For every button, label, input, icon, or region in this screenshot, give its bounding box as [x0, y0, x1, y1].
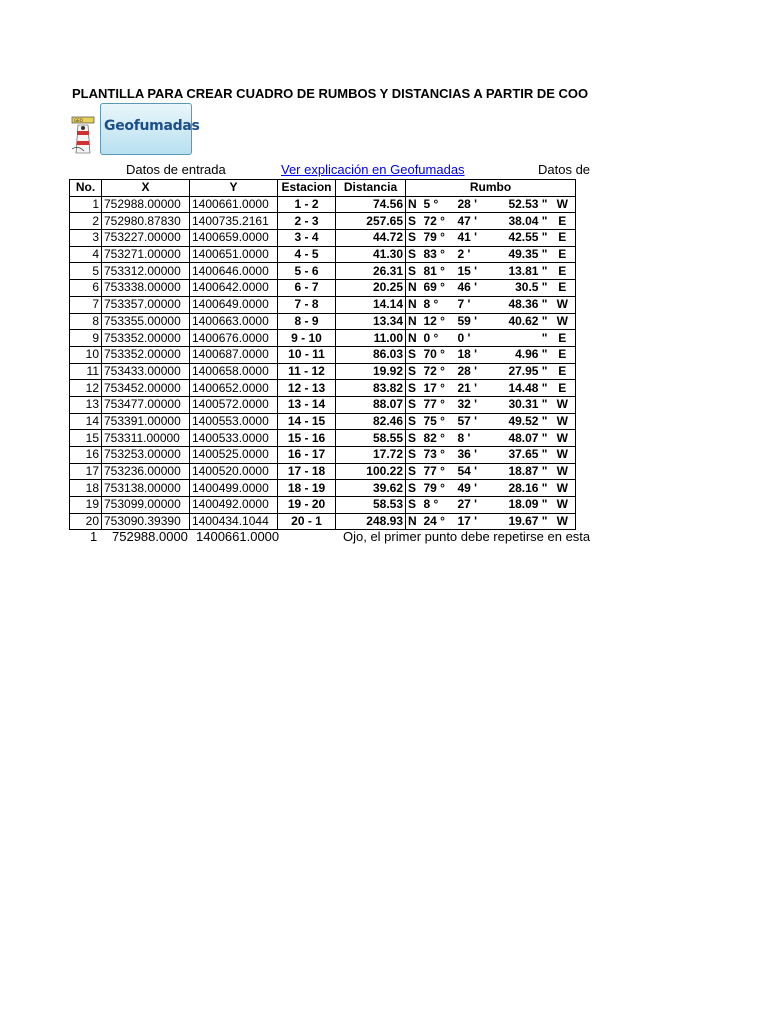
station-cell[interactable]: 19 - 20 — [278, 497, 336, 514]
table-row — [70, 413, 576, 430]
bearing-degrees-cell[interactable]: 8 ° — [422, 296, 456, 313]
bearing-degrees-cell[interactable]: 17 ° — [422, 380, 456, 397]
col-y: Y — [190, 180, 278, 197]
bearing-ew-cell[interactable]: E — [550, 263, 576, 280]
table-header-row — [70, 180, 576, 197]
table-row — [70, 430, 576, 447]
station-cell[interactable]: 8 - 9 — [278, 313, 336, 330]
bearing-ew-cell[interactable]: W — [550, 313, 576, 330]
bearing-ew-cell[interactable]: E — [550, 346, 576, 363]
x-coordinate-cell[interactable]: 753355.00000 — [102, 313, 190, 330]
bearing-ew-cell[interactable]: W — [550, 296, 576, 313]
bearing-degrees-cell[interactable]: 8 ° — [422, 497, 456, 514]
col-rumbo: Rumbo — [406, 180, 576, 197]
distance-cell[interactable]: 17.72 — [336, 447, 406, 464]
svg-text:GEO: GEO — [74, 118, 83, 123]
bearing-degrees-cell[interactable]: 12 ° — [422, 313, 456, 330]
bearing-degrees-cell[interactable]: 0 ° — [422, 330, 456, 347]
y-coordinate-cell[interactable]: 1400661.0000 — [190, 196, 278, 213]
table-row — [70, 263, 576, 280]
table-row — [70, 213, 576, 230]
bearing-ew-cell[interactable]: W — [550, 447, 576, 464]
bearing-minutes-cell[interactable]: 0 ' — [456, 330, 490, 347]
distance-cell[interactable]: 26.31 — [336, 263, 406, 280]
footer-note: Ojo, el primer punto debe repetirse en esta — [343, 529, 591, 544]
bearing-degrees-cell[interactable]: 24 ° — [422, 513, 456, 530]
bearing-ew-cell[interactable]: E — [550, 213, 576, 230]
distance-cell[interactable]: 19.92 — [336, 363, 406, 380]
station-cell[interactable]: 3 - 4 — [278, 230, 336, 247]
station-cell[interactable]: 17 - 18 — [278, 463, 336, 480]
lighthouse-icon — [70, 113, 100, 157]
table-row — [70, 280, 576, 297]
col-distancia: Distancia — [336, 180, 406, 197]
bearing-minutes-cell[interactable]: 36 ' — [456, 447, 490, 464]
bearing-ns-cell[interactable]: S — [406, 480, 422, 497]
distance-cell[interactable]: 41.30 — [336, 246, 406, 263]
station-cell[interactable]: 2 - 3 — [278, 213, 336, 230]
bearing-minutes-cell[interactable]: 46 ' — [456, 280, 490, 297]
bearing-minutes-cell[interactable]: 54 ' — [456, 463, 490, 480]
row-number-cell[interactable]: 18 — [70, 480, 102, 497]
y-coordinate-cell[interactable]: 1400525.0000 — [190, 447, 278, 464]
y-coordinate-cell[interactable]: 1400676.0000 — [190, 330, 278, 347]
bearing-ns-cell[interactable]: N — [406, 196, 422, 213]
station-cell[interactable]: 18 - 19 — [278, 480, 336, 497]
x-coordinate-cell[interactable]: 752980.87830 — [102, 213, 190, 230]
x-coordinate-cell[interactable]: 753253.00000 — [102, 447, 190, 464]
bearing-ew-cell[interactable]: W — [550, 413, 576, 430]
x-coordinate-cell[interactable]: 753311.00000 — [102, 430, 190, 447]
row-number-cell[interactable]: 16 — [70, 447, 102, 464]
bearing-ns-cell[interactable]: N — [406, 296, 422, 313]
distance-cell[interactable]: 257.65 — [336, 213, 406, 230]
footer-repeat-x: 752988.0000 — [112, 529, 188, 544]
bearing-ns-cell[interactable]: N — [406, 313, 422, 330]
table-row — [70, 513, 576, 530]
bearing-seconds-cell[interactable]: 48.36 " — [490, 296, 550, 313]
x-coordinate-cell[interactable]: 753352.00000 — [102, 346, 190, 363]
col-no: No. — [70, 180, 102, 197]
bearing-seconds-cell[interactable]: 48.07 " — [490, 430, 550, 447]
row-number-cell[interactable]: 12 — [70, 380, 102, 397]
station-cell[interactable]: 11 - 12 — [278, 363, 336, 380]
row-number-cell[interactable]: 5 — [70, 263, 102, 280]
station-cell[interactable]: 16 - 17 — [278, 447, 336, 464]
row-number-cell[interactable]: 11 — [70, 363, 102, 380]
footer-repeat-no: 1 — [90, 529, 98, 544]
bearing-seconds-cell[interactable]: 30.5 " — [490, 280, 550, 297]
distance-cell[interactable]: 83.82 — [336, 380, 406, 397]
table-row — [70, 480, 576, 497]
bearing-ns-cell[interactable]: S — [406, 447, 422, 464]
bearing-seconds-cell[interactable]: 40.62 " — [490, 313, 550, 330]
bearing-ew-cell[interactable]: W — [550, 396, 576, 413]
x-coordinate-cell[interactable]: 753138.00000 — [102, 480, 190, 497]
bearing-seconds-cell[interactable]: 49.52 " — [490, 413, 550, 430]
distance-cell[interactable]: 58.53 — [336, 497, 406, 514]
x-coordinate-cell[interactable]: 753271.00000 — [102, 246, 190, 263]
bearing-ew-cell[interactable]: E — [550, 330, 576, 347]
row-number-cell[interactable]: 20 — [70, 513, 102, 530]
distance-cell[interactable]: 11.00 — [336, 330, 406, 347]
page-title: PLANTILLA PARA CREAR CUADRO DE RUMBOS Y DISTANCIAS A PARTIR DE COO — [72, 86, 589, 101]
bearing-seconds-cell[interactable]: " — [490, 330, 550, 347]
bearing-minutes-cell[interactable]: 15 ' — [456, 263, 490, 280]
y-coordinate-cell[interactable]: 1400572.0000 — [190, 396, 278, 413]
station-cell[interactable]: 6 - 7 — [278, 280, 336, 297]
bearings-distances-table — [69, 179, 576, 530]
table-row — [70, 497, 576, 514]
col-x: X — [102, 180, 190, 197]
bearing-ew-cell[interactable]: W — [550, 480, 576, 497]
distance-cell[interactable]: 58.55 — [336, 430, 406, 447]
station-cell[interactable]: 5 - 6 — [278, 263, 336, 280]
bearing-degrees-cell[interactable]: 83 ° — [422, 246, 456, 263]
y-coordinate-cell[interactable]: 1400687.0000 — [190, 346, 278, 363]
bearing-degrees-cell[interactable]: 72 ° — [422, 213, 456, 230]
bearing-ew-cell[interactable]: W — [550, 497, 576, 514]
y-coordinate-cell[interactable]: 1400492.0000 — [190, 497, 278, 514]
distance-cell[interactable]: 100.22 — [336, 463, 406, 480]
row-number-cell[interactable]: 14 — [70, 413, 102, 430]
y-coordinate-cell[interactable]: 1400649.0000 — [190, 296, 278, 313]
table-row — [70, 396, 576, 413]
x-coordinate-cell[interactable]: 753338.00000 — [102, 280, 190, 297]
distance-cell[interactable]: 86.03 — [336, 346, 406, 363]
bearing-degrees-cell[interactable]: 72 ° — [422, 363, 456, 380]
bearing-ns-cell[interactable]: N — [406, 330, 422, 347]
station-cell[interactable]: 9 - 10 — [278, 330, 336, 347]
row-number-cell[interactable]: 17 — [70, 463, 102, 480]
bearing-ns-cell[interactable]: S — [406, 430, 422, 447]
bearing-ew-cell[interactable]: W — [550, 463, 576, 480]
bearing-minutes-cell[interactable]: 17 ' — [456, 513, 490, 530]
bearing-seconds-cell[interactable]: 14.48 " — [490, 380, 550, 397]
row-number-cell[interactable]: 6 — [70, 280, 102, 297]
x-coordinate-cell[interactable]: 753090.39390 — [102, 513, 190, 530]
bearing-seconds-cell[interactable]: 18.87 " — [490, 463, 550, 480]
station-cell[interactable]: 4 - 5 — [278, 246, 336, 263]
station-cell[interactable]: 13 - 14 — [278, 396, 336, 413]
bearing-minutes-cell[interactable]: 49 ' — [456, 480, 490, 497]
row-number-cell[interactable]: 13 — [70, 396, 102, 413]
distance-cell[interactable]: 44.72 — [336, 230, 406, 247]
y-coordinate-cell[interactable]: 1400735.2161 — [190, 213, 278, 230]
explanation-link[interactable]: Ver explicación en Geofumadas — [281, 162, 465, 177]
bearing-seconds-cell[interactable]: 38.04 " — [490, 213, 550, 230]
bearing-ew-cell[interactable]: E — [550, 380, 576, 397]
row-number-cell[interactable]: 4 — [70, 246, 102, 263]
y-coordinate-cell[interactable]: 1400642.0000 — [190, 280, 278, 297]
row-number-cell[interactable]: 7 — [70, 296, 102, 313]
y-coordinate-cell[interactable]: 1400651.0000 — [190, 246, 278, 263]
bearing-ns-cell[interactable]: S — [406, 263, 422, 280]
bearing-minutes-cell[interactable]: 28 ' — [456, 196, 490, 213]
bearing-minutes-cell[interactable]: 8 ' — [456, 430, 490, 447]
row-number-cell[interactable]: 9 — [70, 330, 102, 347]
y-coordinate-cell[interactable]: 1400646.0000 — [190, 263, 278, 280]
y-coordinate-cell[interactable]: 1400533.0000 — [190, 430, 278, 447]
x-coordinate-cell[interactable]: 753236.00000 — [102, 463, 190, 480]
table-row — [70, 330, 576, 347]
x-coordinate-cell[interactable]: 752988.00000 — [102, 196, 190, 213]
bearing-minutes-cell[interactable]: 59 ' — [456, 313, 490, 330]
bearing-minutes-cell[interactable]: 32 ' — [456, 396, 490, 413]
row-number-cell[interactable]: 10 — [70, 346, 102, 363]
distance-cell[interactable]: 20.25 — [336, 280, 406, 297]
bearing-ns-cell[interactable]: S — [406, 346, 422, 363]
bearing-seconds-cell[interactable]: 18.09 " — [490, 497, 550, 514]
bearing-ns-cell[interactable]: S — [406, 380, 422, 397]
bearing-ns-cell[interactable]: S — [406, 230, 422, 247]
x-coordinate-cell[interactable]: 753312.00000 — [102, 263, 190, 280]
distance-cell[interactable]: 74.56 — [336, 196, 406, 213]
bearing-ns-cell[interactable]: S — [406, 213, 422, 230]
row-number-cell[interactable]: 8 — [70, 313, 102, 330]
table-row — [70, 230, 576, 247]
bearing-minutes-cell[interactable]: 21 ' — [456, 380, 490, 397]
logo-text: Geofumadas — [104, 118, 200, 134]
bearing-seconds-cell[interactable]: 52.53 " — [490, 196, 550, 213]
bearing-minutes-cell[interactable]: 18 ' — [456, 346, 490, 363]
x-coordinate-cell[interactable]: 753391.00000 — [102, 413, 190, 430]
station-cell[interactable]: 20 - 1 — [278, 513, 336, 530]
table-row — [70, 380, 576, 397]
bearing-minutes-cell[interactable]: 28 ' — [456, 363, 490, 380]
distance-cell[interactable]: 82.46 — [336, 413, 406, 430]
row-number-cell[interactable]: 15 — [70, 430, 102, 447]
y-coordinate-cell[interactable]: 1400652.0000 — [190, 380, 278, 397]
table-row — [70, 463, 576, 480]
row-number-cell[interactable]: 19 — [70, 497, 102, 514]
bearing-degrees-cell[interactable]: 77 ° — [422, 396, 456, 413]
bearing-minutes-cell[interactable]: 7 ' — [456, 296, 490, 313]
bearing-seconds-cell[interactable]: 30.31 " — [490, 396, 550, 413]
bearing-degrees-cell[interactable]: 69 ° — [422, 280, 456, 297]
y-coordinate-cell[interactable]: 1400499.0000 — [190, 480, 278, 497]
bearing-minutes-cell[interactable]: 27 ' — [456, 497, 490, 514]
y-coordinate-cell[interactable]: 1400658.0000 — [190, 363, 278, 380]
bearing-ew-cell[interactable]: W — [550, 196, 576, 213]
bearing-degrees-cell[interactable]: 82 ° — [422, 430, 456, 447]
table-row — [70, 363, 576, 380]
bearing-minutes-cell[interactable]: 2 ' — [456, 246, 490, 263]
distance-cell[interactable]: 13.34 — [336, 313, 406, 330]
footer-repeat-y: 1400661.0000 — [196, 529, 280, 544]
bearing-ew-cell[interactable]: W — [550, 513, 576, 530]
table-row — [70, 246, 576, 263]
bearing-minutes-cell[interactable]: 47 ' — [456, 213, 490, 230]
y-coordinate-cell[interactable]: 1400553.0000 — [190, 413, 278, 430]
distance-cell[interactable]: 14.14 — [336, 296, 406, 313]
bearing-seconds-cell[interactable]: 28.16 " — [490, 480, 550, 497]
bearing-ns-cell[interactable]: N — [406, 280, 422, 297]
x-coordinate-cell[interactable]: 753357.00000 — [102, 296, 190, 313]
bearing-ns-cell[interactable]: S — [406, 396, 422, 413]
input-data-label: Datos de entrada — [126, 162, 226, 177]
table-row — [70, 346, 576, 363]
bearing-seconds-cell[interactable]: 4.96 " — [490, 346, 550, 363]
x-coordinate-cell[interactable]: 753227.00000 — [102, 230, 190, 247]
bearing-seconds-cell[interactable]: 37.65 " — [490, 447, 550, 464]
bearing-minutes-cell[interactable]: 57 ' — [456, 413, 490, 430]
x-coordinate-cell[interactable]: 753352.00000 — [102, 330, 190, 347]
row-number-cell[interactable]: 2 — [70, 213, 102, 230]
distance-cell[interactable]: 39.62 — [336, 480, 406, 497]
table-row — [70, 313, 576, 330]
bearing-ew-cell[interactable]: E — [550, 363, 576, 380]
bearing-ns-cell[interactable]: S — [406, 413, 422, 430]
bearing-ns-cell[interactable]: N — [406, 513, 422, 530]
y-coordinate-cell[interactable]: 1400663.0000 — [190, 313, 278, 330]
x-coordinate-cell[interactable]: 753477.00000 — [102, 396, 190, 413]
bearing-seconds-cell[interactable]: 49.35 " — [490, 246, 550, 263]
geofumadas-logo[interactable] — [70, 103, 200, 155]
row-number-cell[interactable]: 3 — [70, 230, 102, 247]
bearing-seconds-cell[interactable]: 13.81 " — [490, 263, 550, 280]
y-coordinate-cell[interactable]: 1400520.0000 — [190, 463, 278, 480]
y-coordinate-cell[interactable]: 1400659.0000 — [190, 230, 278, 247]
station-cell[interactable]: 10 - 11 — [278, 346, 336, 363]
bearing-seconds-cell[interactable]: 27.95 " — [490, 363, 550, 380]
bearing-degrees-cell[interactable]: 5 ° — [422, 196, 456, 213]
bearing-ew-cell[interactable]: E — [550, 230, 576, 247]
distance-cell[interactable]: 88.07 — [336, 396, 406, 413]
bearing-seconds-cell[interactable]: 19.67 " — [490, 513, 550, 530]
table-row — [70, 196, 576, 213]
output-data-label: Datos de — [538, 162, 591, 177]
row-number-cell[interactable]: 1 — [70, 196, 102, 213]
bearing-ns-cell[interactable]: S — [406, 246, 422, 263]
station-cell[interactable]: 7 - 8 — [278, 296, 336, 313]
station-cell[interactable]: 12 - 13 — [278, 380, 336, 397]
bearing-seconds-cell[interactable]: 42.55 " — [490, 230, 550, 247]
y-coordinate-cell[interactable]: 1400434.1044 — [190, 513, 278, 530]
col-estacion: Estacion — [278, 180, 336, 197]
bearing-degrees-cell[interactable]: 75 ° — [422, 413, 456, 430]
x-coordinate-cell[interactable]: 753452.00000 — [102, 380, 190, 397]
bearing-degrees-cell[interactable]: 81 ° — [422, 263, 456, 280]
bearing-degrees-cell[interactable]: 73 ° — [422, 447, 456, 464]
bearing-ns-cell[interactable]: S — [406, 497, 422, 514]
station-cell[interactable]: 15 - 16 — [278, 430, 336, 447]
x-coordinate-cell[interactable]: 753433.00000 — [102, 363, 190, 380]
bearing-ew-cell[interactable]: W — [550, 430, 576, 447]
bearing-ns-cell[interactable]: S — [406, 463, 422, 480]
distance-cell[interactable]: 248.93 — [336, 513, 406, 530]
bearing-ew-cell[interactable]: E — [550, 280, 576, 297]
table-row — [70, 296, 576, 313]
bearing-ns-cell[interactable]: S — [406, 363, 422, 380]
x-coordinate-cell[interactable]: 753099.00000 — [102, 497, 190, 514]
bearing-ew-cell[interactable]: E — [550, 246, 576, 263]
table-row — [70, 447, 576, 464]
station-cell[interactable]: 14 - 15 — [278, 413, 336, 430]
bearing-degrees-cell[interactable]: 77 ° — [422, 463, 456, 480]
bearing-degrees-cell[interactable]: 79 ° — [422, 480, 456, 497]
station-cell[interactable]: 1 - 2 — [278, 196, 336, 213]
bearing-degrees-cell[interactable]: 79 ° — [422, 230, 456, 247]
bearing-degrees-cell[interactable]: 70 ° — [422, 346, 456, 363]
bearing-minutes-cell[interactable]: 41 ' — [456, 230, 490, 247]
